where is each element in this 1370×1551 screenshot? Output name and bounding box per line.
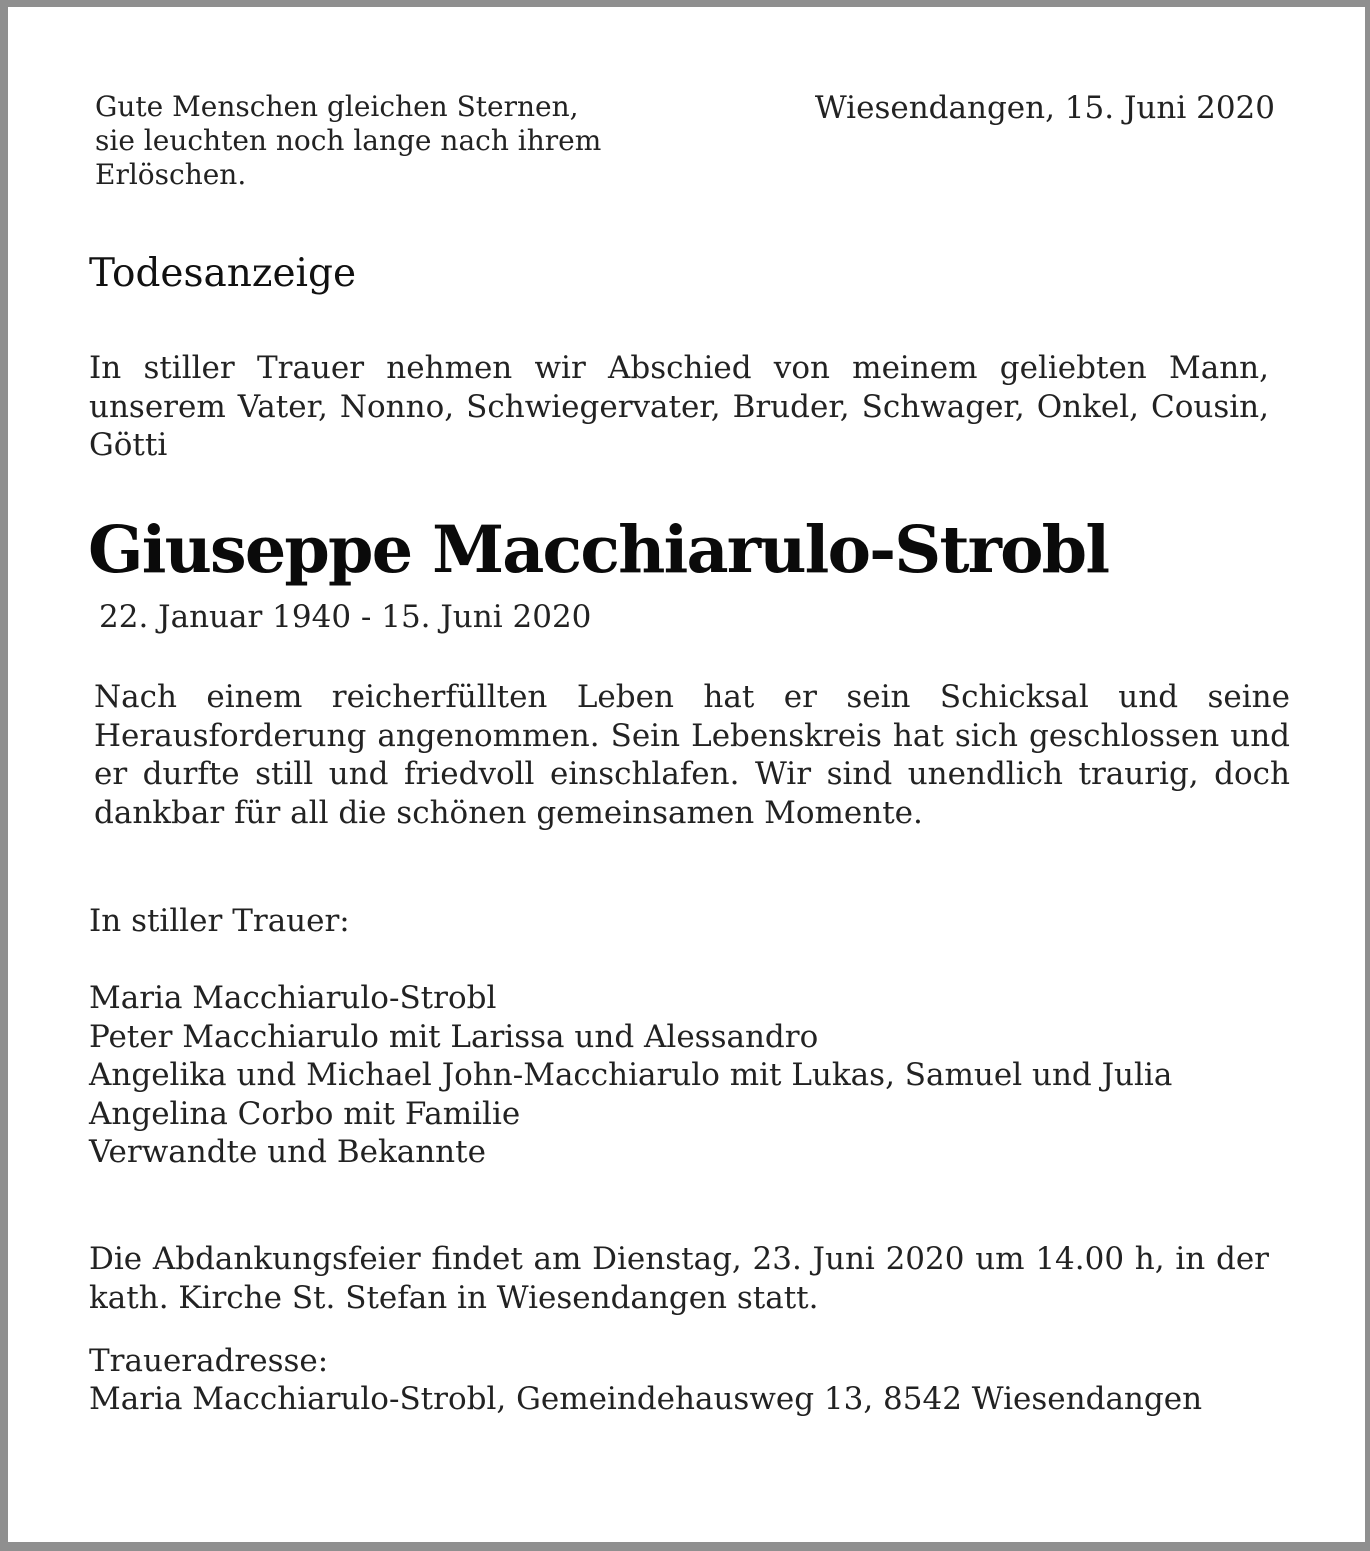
mourners-label: In stiller Trauer: [89,903,350,939]
mourner-entry: Angelina Corbo mit Familie [89,1095,521,1132]
page-border-bottom [0,1542,1370,1551]
motto-line: Gute Menschen gleichen Sternen, [95,90,579,123]
tribute-paragraph: Nach einem reicherfüllten Leben hat er sein Schicksal und seine Herausforderung angenommen. Sein Lebenskreis hat sich geschlossen und er durfte still und friedvoll einschlafen. Wir sind unendlich traurig, doch dankbar für all die schönen gemeinsamen Momente. [94,679,1290,831]
mourning-address: Maria Macchiarulo-Strobl, Gemeindehausweg 13, 8542 Wiesendangen [89,1381,1203,1417]
motto-line: Erlöschen. [95,158,247,191]
mourner-entry: Maria Macchiarulo-Strobl [89,980,497,1016]
deceased-name: Giuseppe Macchiarulo-Strobl [88,512,1109,588]
page-border-top [0,0,1370,7]
address-label: Traueradresse: [89,1343,329,1379]
life-dates: 22. Januar 1940 - 15. Juni 2020 [99,599,592,635]
page-border-left [0,0,8,1551]
page-border-right [1365,0,1370,1551]
ceremony-notice: Die Abdankungsfeier findet am Dienstag, 23. Juni 2020 um 14.00 h, in der kath. Kirche St. Stefan in Wiesendangen statt. [89,1241,1269,1316]
document-heading: Todesanzeige [89,251,357,296]
mourner-entry: Verwandte und Bekannte [89,1134,486,1170]
intro-paragraph: In stiller Trauer nehmen wir Abschied von meinem geliebten Mann, unserem Vater, Nonno, Schwiegervater, Bruder, Schwager, Onkel, Cousin, Götti [89,350,1269,463]
mourner-entry: Angelika und Michael John-Macchiarulo mit Lukas, Samuel und Julia [89,1057,1173,1093]
place-and-date: Wiesendangen, 15. Juni 2020 [814,90,1275,126]
motto-line: sie leuchten noch lange nach ihrem [95,124,602,157]
motto-quote [95,90,655,192]
mourners-list [89,979,1289,1172]
mourner-entry: Peter Macchiarulo mit Larissa und Alessandro [89,1018,819,1055]
